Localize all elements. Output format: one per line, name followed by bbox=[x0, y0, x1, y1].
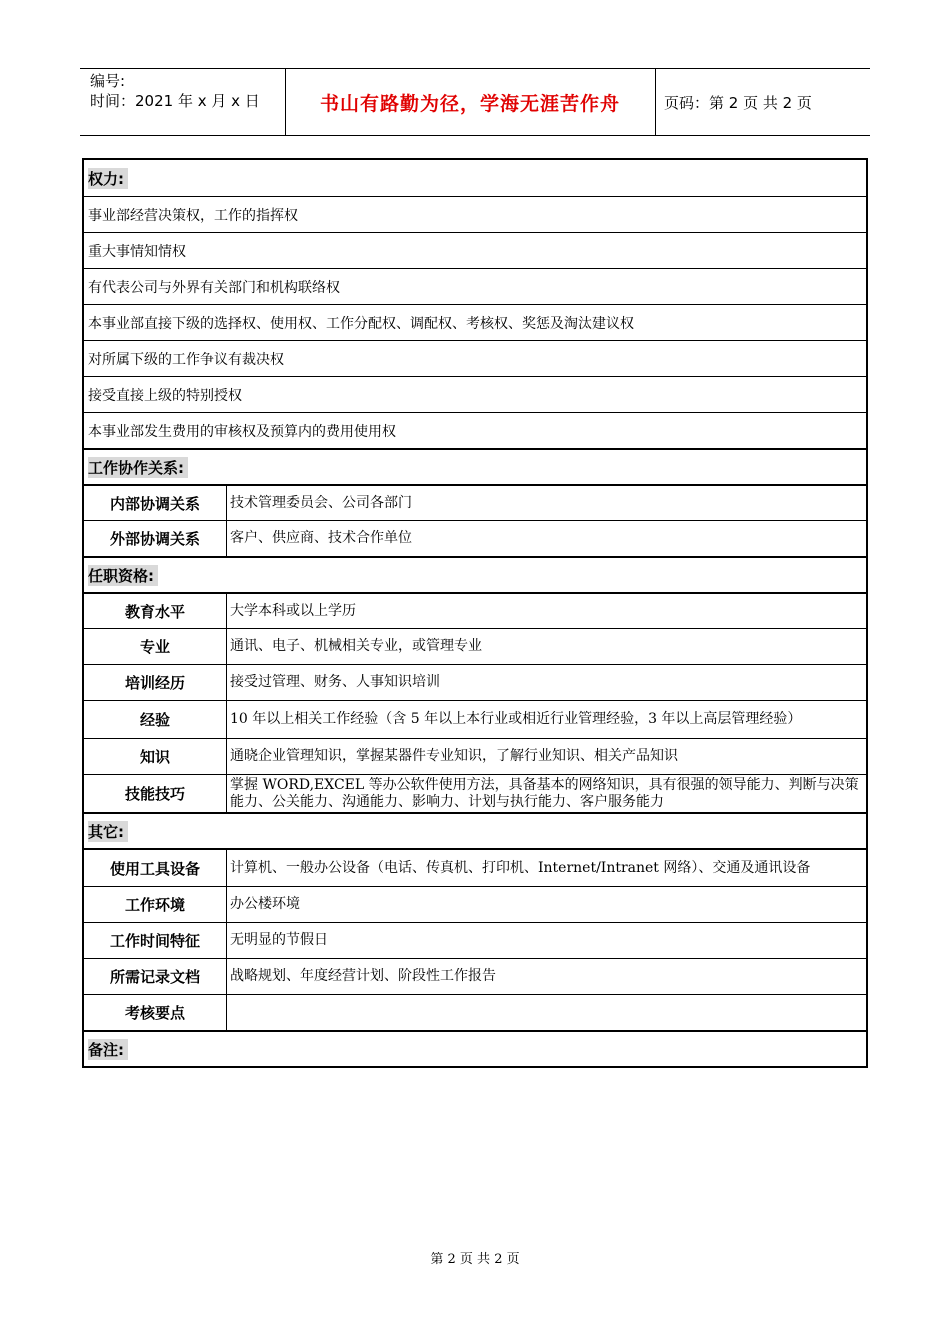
other-row bbox=[84, 848, 866, 886]
relation-row bbox=[84, 484, 866, 520]
page-footer: 第 2 页 共 2 页 bbox=[430, 1252, 520, 1267]
row-value: 通晓企业管理知识，掌握某器件专业知识，了解行业知识、相关产品知识 bbox=[230, 748, 678, 764]
header-page-info: 页码：第 2 页 共 2 页 bbox=[664, 93, 812, 112]
row-label: 使用工具设备 bbox=[84, 850, 227, 886]
other-row bbox=[84, 886, 866, 922]
row-value: 客户、供应商、技术合作单位 bbox=[230, 530, 412, 546]
authority-item: 有代表公司与外界有关部门和机构联络权 bbox=[88, 279, 340, 296]
job-description-table bbox=[82, 158, 868, 1068]
section-qualifications-header bbox=[84, 556, 866, 592]
section-title: 任职资格: bbox=[88, 565, 158, 586]
authority-row bbox=[84, 412, 866, 448]
row-value: 办公楼环境 bbox=[230, 896, 300, 912]
row-label: 工作时间特征 bbox=[84, 923, 227, 958]
row-value: 接受过管理、财务、人事知识培训 bbox=[230, 674, 440, 690]
authority-row bbox=[84, 268, 866, 304]
row-label: 工作环境 bbox=[84, 887, 227, 922]
other-row bbox=[84, 994, 866, 1030]
qualification-row bbox=[84, 592, 866, 628]
qualification-row bbox=[84, 628, 866, 664]
page-header bbox=[80, 68, 870, 136]
authority-item: 重大事情知情权 bbox=[88, 243, 186, 260]
qualification-row bbox=[84, 664, 866, 700]
row-label: 教育水平 bbox=[84, 594, 227, 628]
doc-number-label: 编号: bbox=[90, 72, 126, 90]
section-relations-header bbox=[84, 448, 866, 484]
section-title: 其它: bbox=[88, 821, 128, 842]
other-row bbox=[84, 922, 866, 958]
row-value: 计算机、一般办公设备（电话、传真机、打印机、Internet/Intranet 网络）、交通及通讯设备 bbox=[230, 859, 811, 876]
section-title: 权力: bbox=[88, 168, 128, 189]
row-label: 所需记录文档 bbox=[84, 959, 227, 994]
authority-row bbox=[84, 340, 866, 376]
authority-item: 本事业部发生费用的审核权及预算内的费用使用权 bbox=[88, 423, 396, 440]
header-meta bbox=[90, 71, 260, 111]
qualification-row bbox=[84, 700, 866, 738]
section-title: 备注: bbox=[88, 1039, 128, 1060]
row-value: 技术管理委员会、公司各部门 bbox=[230, 494, 412, 511]
row-label: 技能技巧 bbox=[84, 775, 227, 812]
row-value: 战略规划、年度经营计划、阶段性工作报告 bbox=[230, 968, 496, 984]
authority-item: 事业部经营决策权，工作的指挥权 bbox=[88, 207, 298, 224]
section-title: 工作协作关系: bbox=[88, 457, 188, 478]
qualification-row bbox=[84, 774, 866, 812]
relation-row bbox=[84, 520, 866, 556]
other-row bbox=[84, 958, 866, 994]
authority-row bbox=[84, 304, 866, 340]
row-label: 知识 bbox=[84, 739, 227, 774]
row-value bbox=[227, 995, 866, 1030]
header-motto: 书山有路勤为径，学海无涯苦作舟 bbox=[319, 92, 620, 115]
section-authority-header bbox=[84, 160, 866, 196]
authority-row bbox=[84, 196, 866, 232]
row-label: 内部协调关系 bbox=[84, 486, 227, 520]
header-divider bbox=[655, 68, 656, 136]
authority-row bbox=[84, 376, 866, 412]
row-label: 专业 bbox=[84, 629, 227, 664]
row-value: 通讯、电子、机械相关专业，或管理专业 bbox=[230, 638, 482, 654]
authority-item: 接受直接上级的特别授权 bbox=[88, 387, 242, 404]
authority-item: 对所属下级的工作争议有裁决权 bbox=[88, 351, 284, 368]
authority-item: 本事业部直接下级的选择权、使用权、工作分配权、调配权、考核权、奖惩及淘汰建议权 bbox=[88, 315, 634, 332]
row-value: 掌握 WORD,EXCEL 等办公软件使用方法，具备基本的网络知识，具有很强的领导能力、判断与决策能力、公关能力、沟通能力、影响力、计划与执行能力、客户服务能力 bbox=[230, 776, 859, 810]
row-value: 无明显的节假日 bbox=[230, 932, 328, 948]
row-value: 10 年以上相关工作经验（含 5 年以上本行业或相近行业管理经验，3 年以上高层管理经验） bbox=[230, 711, 802, 727]
row-label: 外部协调关系 bbox=[84, 521, 227, 556]
qualification-row bbox=[84, 738, 866, 774]
doc-time-label: 时间：2021 年 x 月 x 日 bbox=[90, 92, 260, 110]
row-label: 经验 bbox=[84, 701, 227, 738]
row-label: 考核要点 bbox=[84, 995, 227, 1030]
row-value: 大学本科或以上学历 bbox=[230, 602, 356, 619]
authority-row bbox=[84, 232, 866, 268]
row-label: 培训经历 bbox=[84, 665, 227, 700]
section-other-header bbox=[84, 812, 866, 848]
section-remarks-header bbox=[84, 1030, 866, 1066]
